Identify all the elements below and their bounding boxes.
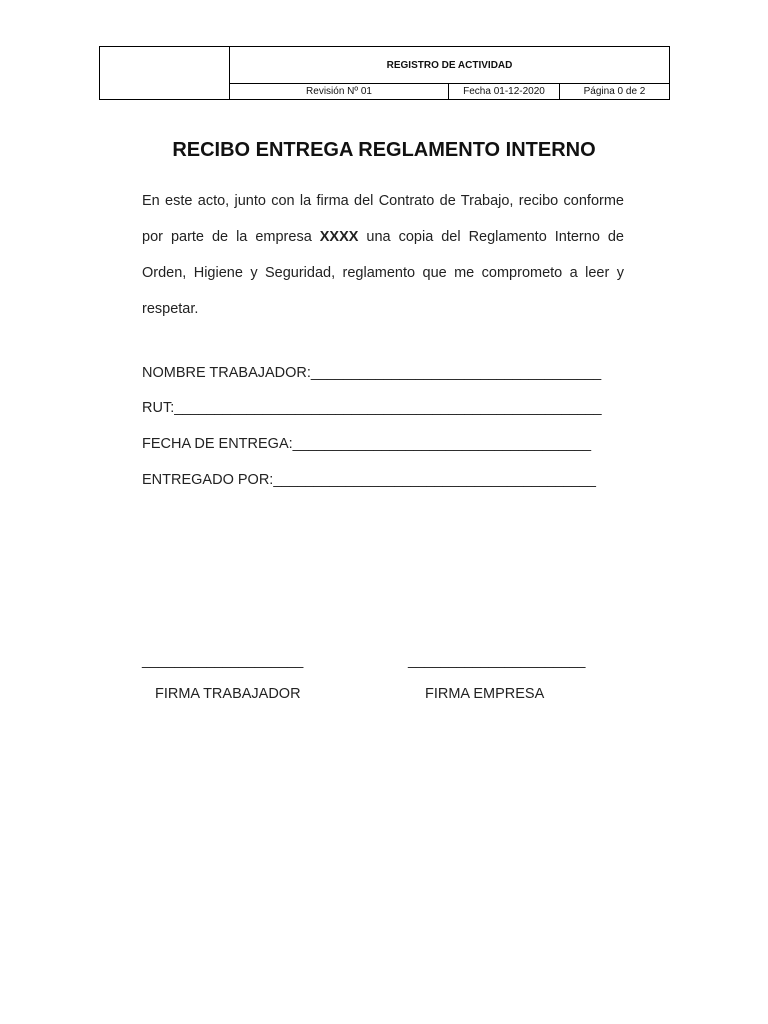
field-entregado-por: ENTREGADO POR:________________________________________ [142, 472, 596, 488]
revision-number: Revisión Nº 01 [230, 84, 449, 99]
signature-label-trabajador: FIRMA TRABAJADOR [155, 686, 301, 702]
field-fecha-entrega: FECHA DE ENTREGA:_____________________________________ [142, 436, 592, 452]
document-title: RECIBO ENTREGA REGLAMENTO INTERNO [172, 139, 596, 161]
paragraph-text-start: En este acto, junto con la firma del Contrato de Trabajo, recibo conforme por parte de la empresa [142, 193, 624, 245]
field-nombre-trabajador: NOMBRE TRABAJADOR:____________________________________ [142, 365, 602, 381]
company-name: XXXX [319, 229, 359, 245]
header-meta-row [230, 84, 669, 99]
header-right [230, 47, 669, 99]
signature-label-empresa: FIRMA EMPRESA [425, 686, 545, 702]
signature-line-trabajador: ____________________ [142, 653, 304, 669]
signature-line-empresa: ______________________ [408, 653, 586, 669]
field-rut: RUT:_____________________________________________________ [142, 400, 602, 416]
logo-cell [100, 47, 230, 99]
paragraph-text-end: una copia del Reglamento Interno de Orden, Higiene y Seguridad, reglamento que me comprometo a leer y respetar. [142, 229, 624, 317]
header-table [99, 46, 670, 100]
page-number: Página 0 de 2 [583, 86, 646, 97]
header-title: REGISTRO DE ACTIVIDAD [230, 47, 669, 84]
receipt-paragraph [142, 183, 624, 327]
revision-date: Fecha 01-12-2020 [449, 84, 560, 99]
